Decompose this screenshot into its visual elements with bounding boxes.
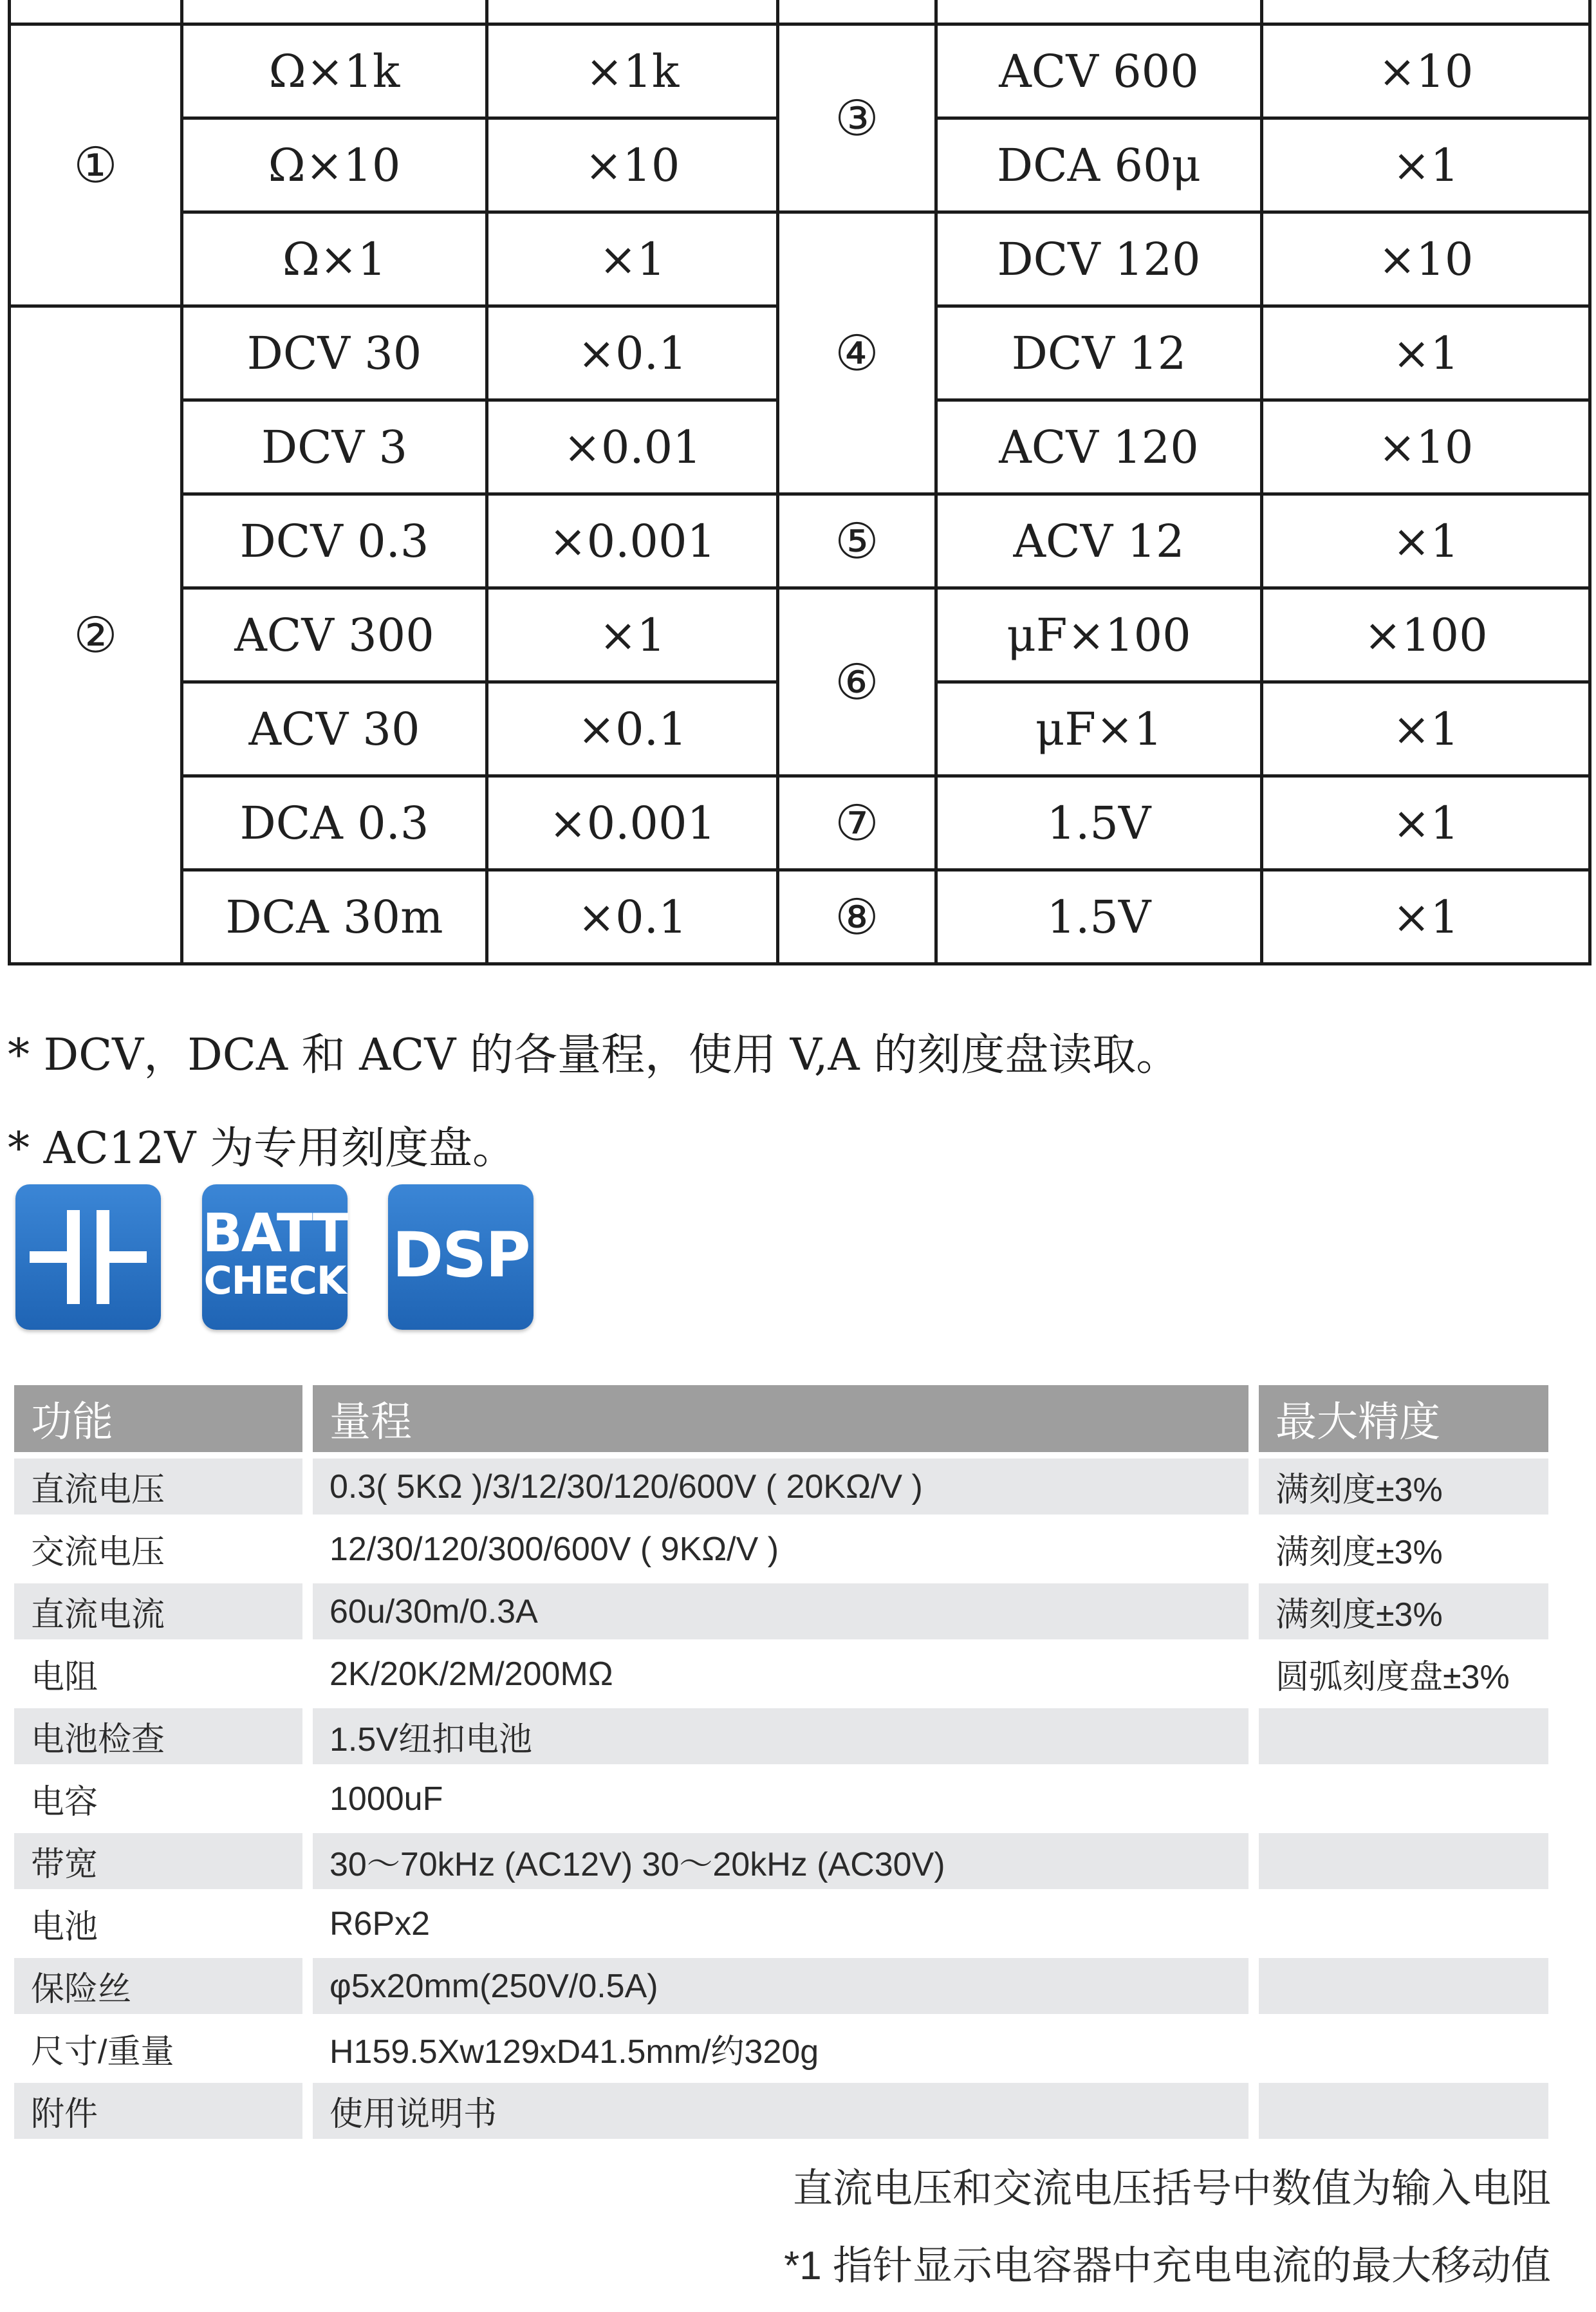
table-cell [936, 0, 1262, 24]
multiplier-cell: ×10 [487, 118, 778, 212]
spec-row [14, 1833, 1548, 1889]
capacitor-icon [15, 1184, 161, 1330]
table-row [10, 24, 1590, 118]
range-cell: DCV 30 [182, 306, 487, 400]
batt-label: BATT [202, 1203, 348, 1264]
spec-table [4, 1379, 1559, 2145]
group-label: ⑦ [778, 776, 936, 870]
range-cell: ACV 12 [936, 494, 1262, 588]
spec-row [14, 1521, 1548, 1577]
table-cell [10, 0, 182, 24]
multiplier-cell: ×0.1 [487, 306, 778, 400]
multiplier-cell: ×0.01 [487, 400, 778, 494]
group-label: ④ [778, 212, 936, 494]
note-ac12v: * AC12V 为专用刻度盘。 [8, 1123, 517, 1174]
multiplier-cell: ×0.001 [487, 776, 778, 870]
spec-row [14, 1646, 1548, 1702]
table-row [10, 212, 1590, 306]
range-cell: Ω×1 [182, 212, 487, 306]
table-row [10, 494, 1590, 588]
range-cell: DCV 0.3 [182, 494, 487, 588]
range-cell: ACV 600 [936, 24, 1262, 118]
spec-range: 30～70kHz (AC12V) 30～20kHz (AC30V) [313, 1833, 1248, 1889]
spec-function: 保险丝 [14, 1958, 302, 2014]
range-cell: μF×1 [936, 682, 1262, 776]
spec-row [14, 1771, 1548, 1827]
table-cell [1262, 0, 1590, 24]
multiplier-cell: ×1k [487, 24, 778, 118]
table-row [10, 0, 1590, 24]
spec-accuracy [1259, 1771, 1548, 1827]
multiplier-cell: ×1 [487, 212, 778, 306]
spec-function: 尺寸/重量 [31, 2033, 174, 2071]
spec-range: 12/30/120/300/600V ( 9KΩ/V ) [329, 1530, 779, 1568]
multiplier-cell: ×1 [1262, 776, 1590, 870]
spec-range: 60u/30m/0.3A [313, 1583, 1248, 1639]
range-cell: DCV 12 [936, 306, 1262, 400]
range-cell: ACV 300 [182, 588, 487, 682]
range-cell: ACV 30 [182, 682, 487, 776]
spec-row [14, 1896, 1548, 1952]
multiplier-cell: ×10 [1262, 24, 1590, 118]
spec-function: 直流电压 [14, 1459, 302, 1515]
group-label: ⑧ [778, 870, 936, 964]
spec-range: R6Px2 [329, 1905, 431, 1943]
table-cell [487, 0, 778, 24]
spec-range: φ5x20mm(250V/0.5A) [313, 1958, 1248, 2014]
spec-accuracy [1259, 1896, 1548, 1952]
group-label: ⑥ [778, 588, 936, 776]
multiplier-cell: ×1 [1262, 870, 1590, 964]
multiplier-cell: ×1 [1262, 118, 1590, 212]
range-cell: DCV 3 [182, 400, 487, 494]
table-cell [182, 0, 487, 24]
range-table [8, 0, 1591, 965]
spec-row [14, 2020, 1548, 2076]
range-cell: ACV 120 [936, 400, 1262, 494]
range-cell: DCA 30m [182, 870, 487, 964]
multiplier-cell: ×1 [1262, 306, 1590, 400]
spec-accuracy: 满刻度±3% [1259, 1583, 1548, 1639]
spec-range: 使用说明书 [313, 2083, 1248, 2139]
footnote-input-resistance: 直流电压和交流电压括号中数值为输入电阻 [792, 2167, 1551, 2211]
table-row [10, 870, 1590, 964]
spec-header-row [14, 1385, 1548, 1452]
header-range: 量程 [313, 1385, 1248, 1452]
multiplier-cell: ×0.001 [487, 494, 778, 588]
group-label: ⑤ [778, 494, 936, 588]
spec-row [14, 2083, 1548, 2139]
spec-accuracy: 圆弧刻度盘±3% [1276, 1659, 1510, 1696]
note-scale-reading: * DCV，DCA 和 ACV 的各量程，使用 V,A 的刻度盘读取。 [8, 1030, 1180, 1081]
multiplier-cell: ×10 [1262, 400, 1590, 494]
spec-function: 直流电流 [14, 1583, 302, 1639]
batt-check-label [202, 1203, 348, 1303]
table-row [10, 588, 1590, 682]
spec-row [14, 1459, 1548, 1515]
spec-function: 电池检查 [14, 1708, 302, 1764]
spec-range: 1000uF [329, 1780, 443, 1818]
group-label: ① [10, 24, 182, 306]
spec-function: 带宽 [14, 1833, 302, 1889]
table-cell [778, 0, 936, 24]
group-label: ② [10, 306, 182, 964]
multiplier-cell: ×10 [1262, 212, 1590, 306]
spec-function: 交流电压 [31, 1534, 165, 1571]
multiplier-cell: ×100 [1262, 588, 1590, 682]
spec-range: 1.5V纽扣电池 [313, 1708, 1248, 1764]
spec-accuracy [1259, 1708, 1548, 1764]
check-label: CHECK [203, 1258, 346, 1303]
spec-accuracy: 满刻度±3% [1259, 1459, 1548, 1515]
range-cell: DCV 120 [936, 212, 1262, 306]
range-cell: μF×100 [936, 588, 1262, 682]
multiplier-cell: ×1 [1262, 494, 1590, 588]
spec-range: 0.3( 5KΩ )/3/12/30/120/600V ( 20KΩ/V ) [313, 1459, 1248, 1515]
multiplier-cell: ×1 [1262, 682, 1590, 776]
spec-accuracy: 满刻度±3% [1276, 1534, 1443, 1571]
multiplier-cell: ×1 [487, 588, 778, 682]
spec-accuracy [1259, 2083, 1548, 2139]
spec-function: 电容 [31, 1784, 98, 1821]
range-cell: Ω×10 [182, 118, 487, 212]
group-label: ③ [778, 24, 936, 212]
range-cell: DCA 0.3 [182, 776, 487, 870]
spec-function: 电池 [31, 1908, 98, 1946]
spec-function: 电阻 [31, 1659, 98, 1696]
capacitor-badge [15, 1184, 161, 1330]
spec-row [14, 1958, 1548, 2014]
spec-row [14, 1708, 1548, 1764]
multiplier-cell: ×0.1 [487, 682, 778, 776]
range-cell: 1.5V [936, 870, 1262, 964]
range-cell: Ω×1k [182, 24, 487, 118]
batt-check-badge [202, 1184, 348, 1330]
range-cell: DCA 60μ [936, 118, 1262, 212]
table-row [10, 776, 1590, 870]
dsp-label: DSP [392, 1219, 530, 1291]
footnote-capacitor: *1 指针显示电容器中充电电流的最大移动值 [784, 2244, 1551, 2288]
spec-accuracy [1259, 2020, 1548, 2076]
header-accuracy: 最大精度 [1259, 1385, 1548, 1452]
header-function: 功能 [14, 1385, 302, 1452]
dsp-badge [388, 1184, 534, 1330]
spec-accuracy [1259, 1958, 1548, 2014]
multiplier-cell: ×0.1 [487, 870, 778, 964]
spec-range: 2K/20K/2M/200MΩ [329, 1655, 613, 1693]
spec-accuracy [1259, 1833, 1548, 1889]
spec-function: 附件 [14, 2083, 302, 2139]
spec-row [14, 1583, 1548, 1639]
range-cell: 1.5V [936, 776, 1262, 870]
spec-range: H159.5Xw129xD41.5mm/约320g [329, 2033, 819, 2071]
